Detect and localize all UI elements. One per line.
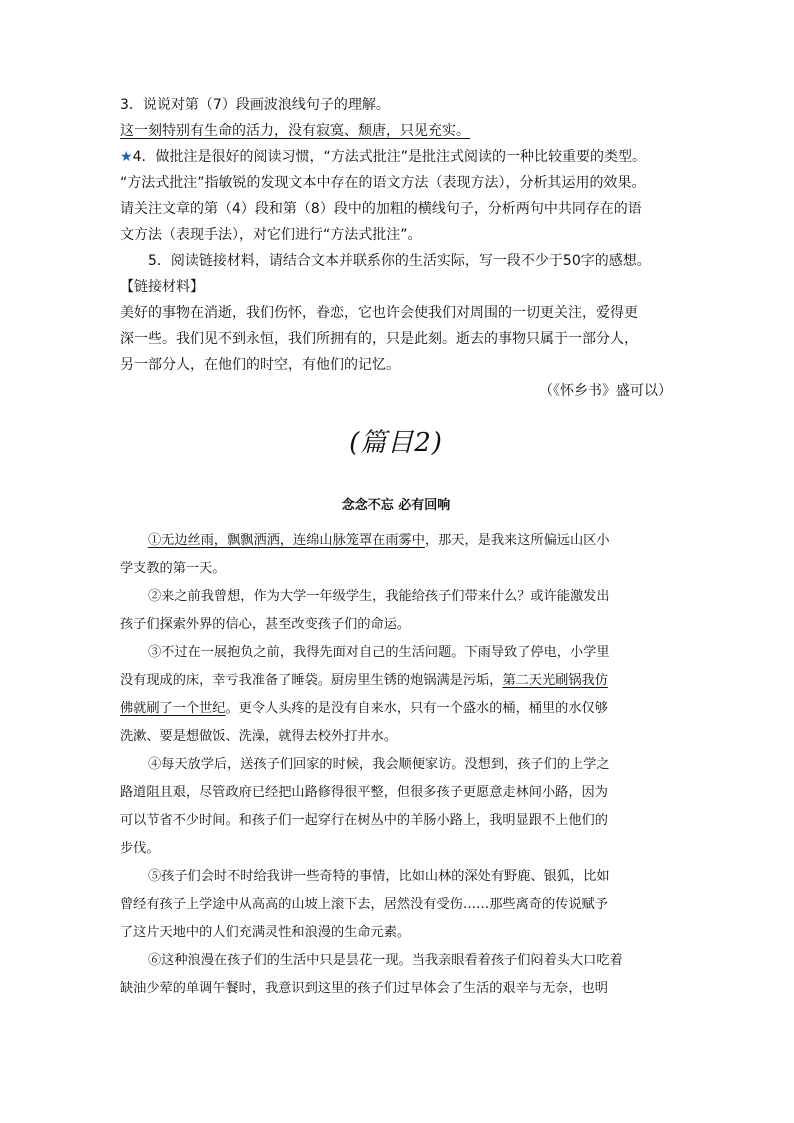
paragraph-6 bbox=[120, 947, 672, 1003]
paragraph-text: 。更令人头疼的是没有自来水，只有一个盛水的桶，桶里的水仅够 bbox=[225, 701, 608, 716]
paragraph-4 bbox=[120, 751, 672, 863]
paragraph-line: 步伐。 bbox=[120, 841, 160, 856]
question-4-line-4: 文方法（表现手法），对它们进行“方法式批注”。 bbox=[120, 227, 422, 243]
paragraph-line: ⑥这种浪漫在孩子们的生活中只是昙花一现。当我亲眼看着孩子们闷着头大口吃着 bbox=[148, 953, 623, 968]
question-5: 5．阅读链接材料，请结合文本并联系你的生活实际，写一段不少于50字的感想。 bbox=[148, 253, 651, 269]
question-3: 3．说说对第（7）段画波浪线句子的理解。 bbox=[120, 97, 390, 113]
question-3-quote bbox=[120, 118, 672, 144]
paragraph-line: ⑤孩子们会时不时给我讲一些奇特的事情，比如山林的深处有野鹿、银狐，比如 bbox=[148, 869, 610, 884]
paragraph-line bbox=[120, 667, 672, 695]
paragraph-line bbox=[120, 695, 672, 723]
link-material-line-3: 另一部分人，在他们的时空，有他们的记忆。 bbox=[120, 357, 400, 373]
question-4-line-2: “方法式批注”指敏锐的发现文本中存在的语文方法（表现方法），分析其运用的效果。 bbox=[120, 175, 646, 191]
paragraph-line: 了这片天地中的人们充满灵性和浪漫的生命元素。 bbox=[120, 925, 411, 940]
underlined-sentence: 第二天光刷锅我仿 bbox=[502, 673, 608, 688]
paragraph-text: 没有现成的床，幸亏我准备了睡袋。厨房里生锈的炮锅满是污垢， bbox=[120, 673, 503, 688]
underlined-sentence: 佛就刷了一个世纪 bbox=[120, 701, 226, 716]
underlined-sentence: ①无边丝雨，飘飘洒洒，连绵山脉笼罩在雨雾中 bbox=[148, 533, 425, 548]
paragraph-5 bbox=[120, 863, 672, 947]
paragraph-line: ②来之前我曾想，作为大学一年级学生，我能给孩子们带来什么？或许能激发出 bbox=[148, 589, 610, 604]
paragraph-2 bbox=[120, 583, 672, 639]
paragraph-line: 可以节省不少时间。和孩子们一起穿行在树丛中的羊肠小路上，我明显跟不上他们的 bbox=[120, 813, 608, 828]
wavy-line-sentence: 这一刻特别有生命的活力，没有寂寞、颓唐，只见充实。 bbox=[120, 123, 470, 139]
paragraph-line: 孩子们探索外界的信心，甚至改变孩子们的命运。 bbox=[120, 617, 411, 632]
paragraph-line: 缺油少荤的单调午餐时，我意识到这里的孩子们过早体会了生活的艰辛与无奈，也明 bbox=[120, 981, 608, 996]
link-material-line-2: 深一些。我们见不到永恒，我们所拥有的，只是此刻。逝去的事物只属于一部分人， bbox=[120, 331, 638, 347]
paragraph-line: ④每天放学后，送孩子们回家的时候，我会顺便家访。没想到，孩子们的上学之 bbox=[148, 757, 610, 772]
paragraph-3 bbox=[120, 639, 672, 751]
paragraph-text: ，那天，是我来这所偏远山区小 bbox=[424, 533, 610, 548]
paragraph-line: 曾经有孩子上学途中从高高的山坡上滚下去，居然没有受伤……那些离奇的传说赋予 bbox=[120, 897, 608, 912]
section-title: (篇目2) bbox=[349, 428, 443, 458]
article-title: 念念不忘 必有回响 bbox=[341, 498, 451, 513]
question-4-line-3: 请关注文章的第（4）段和第（8）段中的加粗的横线句子，分析两句中共同存在的语 bbox=[120, 201, 642, 217]
link-material-source: （《怀乡书》盛可以） bbox=[539, 383, 672, 399]
question-4-text: 4．做批注是很好的阅读习惯，“方法式批注”是批注式阅读的一种比较重要的类型。 bbox=[132, 149, 646, 165]
paragraph-line: 洗漱、要是想做饭、洗澡，就得去校外打井水。 bbox=[120, 729, 397, 744]
paragraph-line bbox=[120, 527, 672, 555]
paragraph-1 bbox=[120, 527, 672, 583]
page-content bbox=[120, 92, 672, 1003]
star-icon: ★ bbox=[120, 149, 133, 165]
question-4-line-1 bbox=[120, 144, 672, 170]
link-material-line-1: 美好的事物在消逝，我们伤怀，眷恋，它也许会使我们对周围的一切更关注，爱得更 bbox=[120, 305, 638, 321]
paragraph-line: 学支教的第一天。 bbox=[120, 561, 226, 576]
paragraph-line: ③不过在一展抱负之前，我得先面对自己的生活问题。下雨导致了停电，小学里 bbox=[148, 645, 610, 660]
paragraph-line: 路道阻且艰，尽管政府已经把山路修得很平整，但很多孩子更愿意走林间小路，因为 bbox=[120, 785, 608, 800]
link-material-header: 【链接材料】 bbox=[120, 279, 204, 295]
